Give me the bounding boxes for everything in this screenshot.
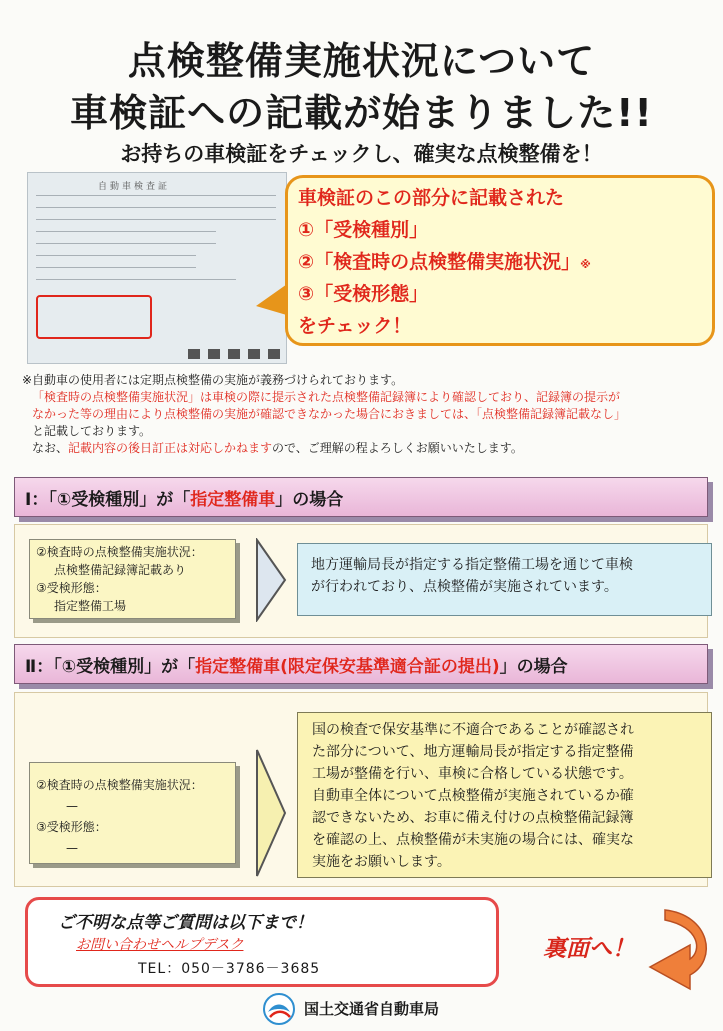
- explanation-line: を確認の上、点検整備が未実施の場合には、確実な: [312, 832, 634, 848]
- certificate-rule: [36, 231, 216, 232]
- qr-code-icon: [228, 349, 240, 359]
- certificate-rule: [36, 279, 236, 280]
- section2-left-box: [29, 762, 236, 864]
- explanation-line: 実施をお願いします。: [312, 854, 451, 870]
- callout-line: ②「検査時の点検整備実施状況」※: [298, 251, 591, 273]
- ministry-logo-icon: [262, 992, 296, 1026]
- vehicle-inspection-certificate-image: [27, 172, 287, 364]
- qr-code-icon: [248, 349, 260, 359]
- certificate-rule: [36, 243, 216, 244]
- callout-line: 車検証のこの部分に記載された: [298, 187, 565, 209]
- certificate-title: 自動車検査証: [98, 182, 171, 192]
- certificate-rule: [36, 255, 196, 256]
- arrow-right-icon: [255, 538, 287, 622]
- explanation-line: 工場が整備を行い、車検に合格している状態です。: [312, 766, 633, 782]
- explanation-line: 地方運輸局長が指定する指定整備工場を通じて車検: [311, 557, 633, 573]
- next-page-label: 裏面へ！: [543, 936, 635, 962]
- certificate-rule: [36, 207, 276, 208]
- page-title: 点検整備実施状況について: [127, 39, 596, 83]
- contact-box: [25, 897, 499, 987]
- page-subtitle: お持ちの車検証をチェックし、確実な点検整備を！: [120, 142, 603, 166]
- callout-line: をチェック！: [298, 315, 412, 337]
- inspection-status-label: ②検査時の点検整備実施状況：: [36, 545, 203, 559]
- callout-line: ③「受検形態」: [298, 283, 429, 305]
- arrow-right-icon: [255, 748, 287, 878]
- ministry-name: 国土交通省自動車局: [304, 1000, 440, 1018]
- qr-code-icon: [268, 349, 280, 359]
- inspection-type-value: 指定整備工場: [54, 599, 127, 613]
- section1-header: Ⅰ：「①受検種別」が「指定整備車」の場合: [14, 477, 708, 517]
- section2-header: Ⅱ：「①受検種別」が「指定整備車(限定保安基準適合証の提出)」の場合: [14, 644, 708, 684]
- page-title-line2: 車検証への記載が始まりました!!: [70, 91, 653, 135]
- inspection-status-label: ②検査時の点検整備実施状況：: [36, 778, 203, 792]
- inspection-status-value: 点検整備記録簿記載あり: [54, 563, 187, 577]
- explanation-line: た部分について、地方運輸局長が指定する指定整備: [312, 744, 634, 760]
- section1-explanation-box: [297, 543, 712, 616]
- notes-block: [22, 372, 712, 457]
- callout-line: ①「受検種別」: [298, 219, 429, 241]
- inspection-type-label: ③受検形態：: [36, 581, 107, 595]
- note-line: なお、記載内容の後日訂正は対応しかねますので、ご理解の程よろしくお願いいたします。: [32, 441, 523, 455]
- section1-left-box: [29, 539, 236, 619]
- inspection-type-label: ③受検形態：: [36, 820, 107, 834]
- certificate-rule: [36, 195, 276, 196]
- helpdesk-phone[interactable]: TEL：050－3786－3685: [138, 961, 321, 977]
- helpdesk-link[interactable]: お問い合わせヘルプデスク: [76, 937, 244, 953]
- explanation-line: 認できないため、お車に備え付けの点検整備記録簿: [312, 810, 634, 826]
- certificate-highlight-box: [36, 295, 152, 339]
- qr-code-icon: [208, 349, 220, 359]
- certificate-rule: [36, 267, 196, 268]
- note-line: 「検査時の点検整備実施状況」は車検の際に提示された点検整備記録簿により確認しており、記録簿の提示が: [32, 390, 621, 404]
- note-line: なかった等の理由により点検整備の実施が確認できなかった場合におきましては、「点検整備記録簿記載なし」: [32, 407, 627, 421]
- inspection-type-value: —: [66, 841, 78, 855]
- checkpoint-callout: [285, 175, 715, 346]
- explanation-line: が行われており、点検整備が実施されています。: [311, 579, 618, 595]
- note-line: と記載しております。: [32, 424, 152, 438]
- explanation-line: 国の検査で保安基準に不適合であることが確認され: [312, 722, 634, 738]
- certificate-rule: [36, 219, 276, 220]
- note-line: ※自動車の使用者には定期点検整備の実施が義務づけられております。: [22, 373, 404, 387]
- qr-code-icon: [188, 349, 200, 359]
- section2-explanation-box: [297, 712, 712, 878]
- inspection-status-value: —: [66, 799, 78, 813]
- explanation-line: 自動車全体について点検整備が実施されているか確: [312, 788, 634, 804]
- contact-heading: ご不明な点等ご質問は以下まで！: [58, 913, 313, 933]
